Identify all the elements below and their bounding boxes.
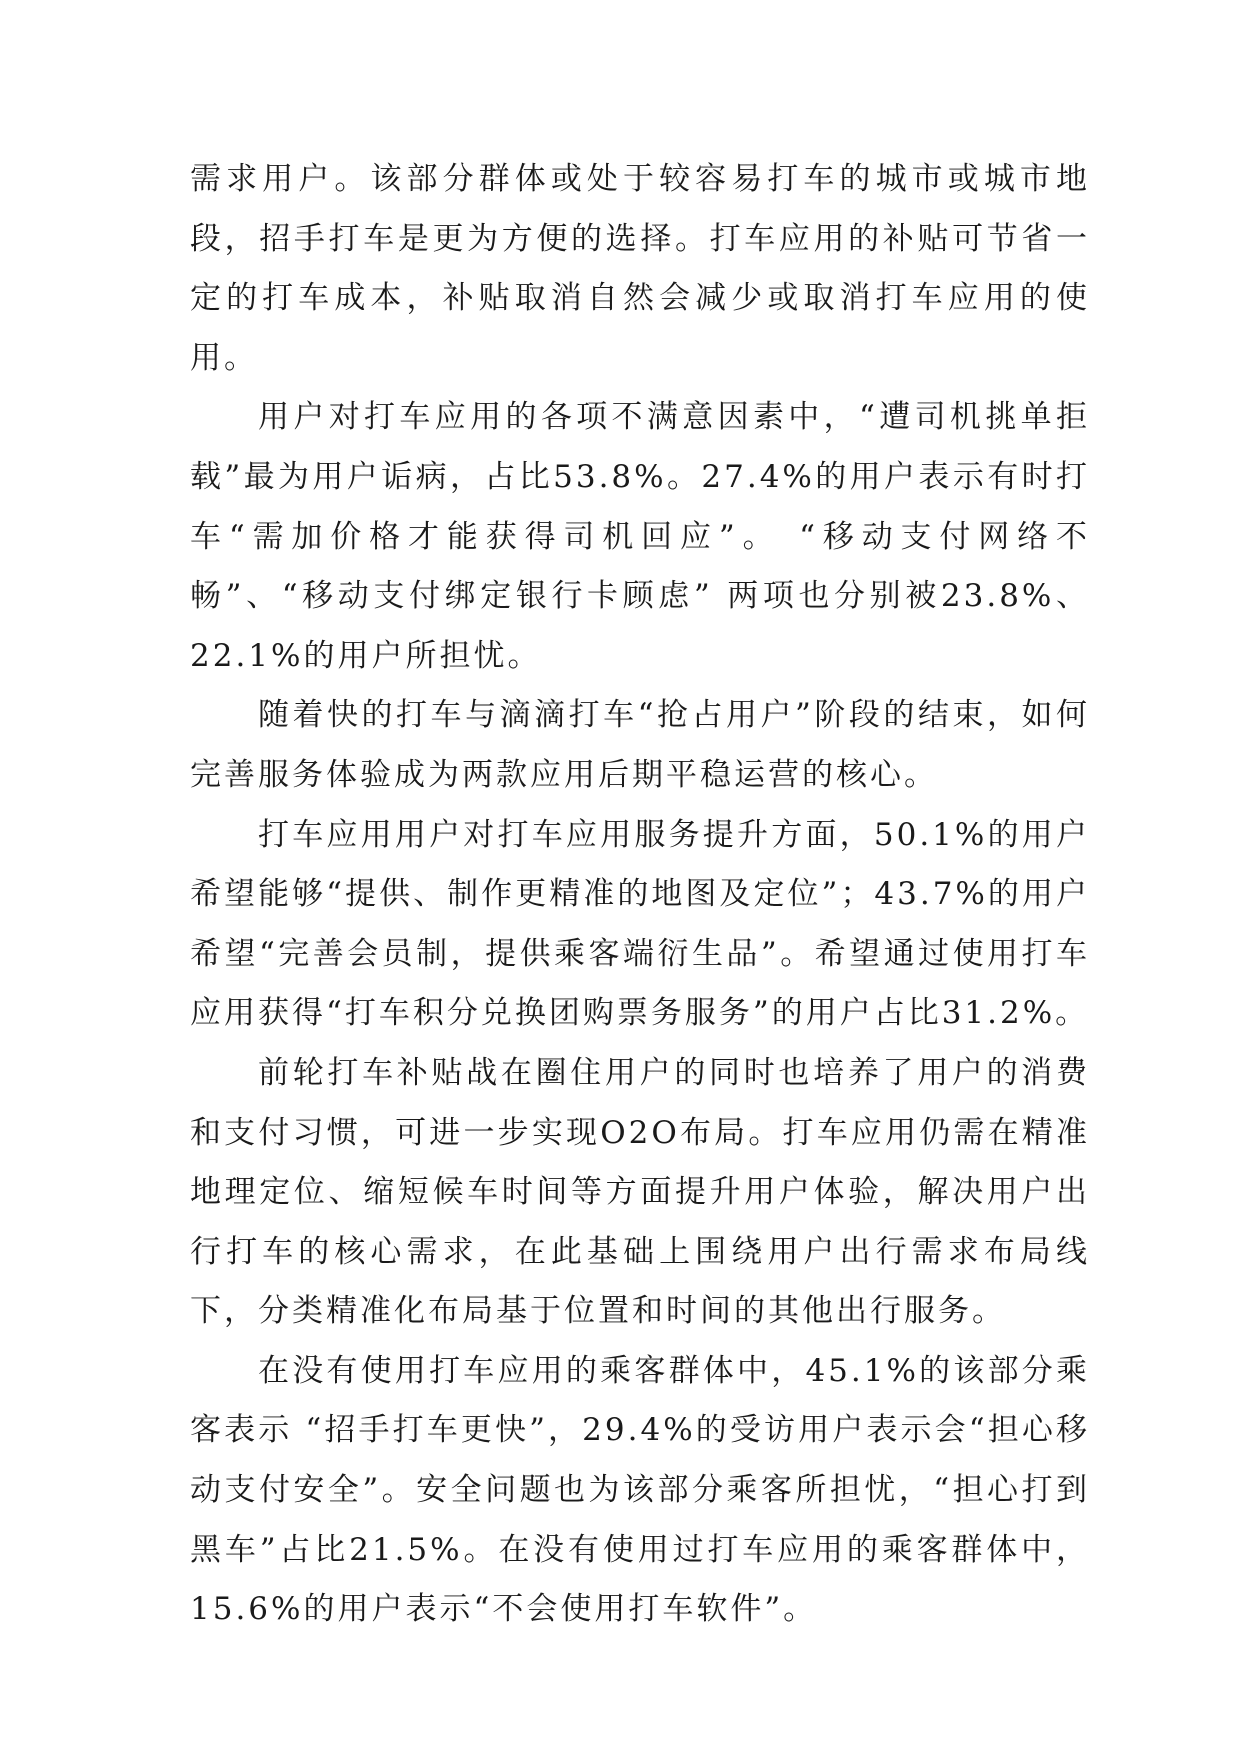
body-text [190, 150, 1090, 1640]
paragraph-6: 在没有使用打车应用的乘客群体中，45.1%的该部分乘客表示 “招手打车更快”，29.4%的受访用户表示会“担心移动支付安全”。安全问题也为该部分乘客所担忧，“担心打到黑车”占比21.5%。在没有使用过打车应用的乘客群体中，15.6%的用户表示“不会使用打车软件”。 [190, 1352, 1090, 1628]
paragraph-1: 需求用户。该部分群体或处于较容易打车的城市或城市地段，招手打车是更为方便的选择。打车应用的补贴可节省一定的打车成本，补贴取消自然会减少或取消打车应用的使用。 [190, 161, 1090, 376]
paragraph-4: 打车应用用户对打车应用服务提升方面，50.1%的用户希望能够“提供、制作更精准的地图及定位”；43.7%的用户希望“完善会员制，提供乘客端衍生品”。希望通过使用打车应用获得“打车积分兑换团购票务服务”的用户占比31.2%。 [190, 816, 1090, 1032]
paragraph-3: 随着快的打车与滴滴打车“抢占用户”阶段的结束，如何完善服务体验成为两款应用后期平稳运营的核心。 [190, 697, 1090, 793]
paragraph-2: 用户对打车应用的各项不满意因素中，“遭司机挑单拒载”最为用户诟病，占比53.8%。27.4%的用户表示有时打车“需加价格才能获得司机回应”。 “移动支付网络不畅”、“移动支付绑定银行卡顾虑” 两项也分别被23.8%、22.1%的用户所担忧。 [190, 399, 1090, 674]
paragraph-5: 前轮打车补贴战在圈住用户的同时也培养了用户的消费和支付习惯，可进一步实现O2O布局。打车应用仍需在精准地理定位、缩短候车时间等方面提升用户体验，解决用户出行打车的核心需求，在此基础上围绕用户出行需求布局线下，分类精准化布局基于位置和时间的其他出行服务。 [190, 1054, 1090, 1330]
